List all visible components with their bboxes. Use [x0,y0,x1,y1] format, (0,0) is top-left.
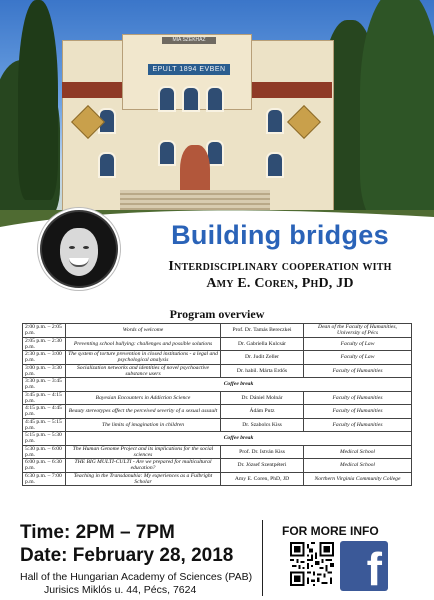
coffee-break: Coffee break [66,432,412,446]
session-topic: Beauty stereotypes affect the perceived severity of a sexual assault [66,405,221,419]
hero-photo [0,0,434,232]
facebook-icon[interactable] [340,541,388,591]
session-time: 2:30 p.m. – 3:00 p.m. [23,351,66,365]
session-time: 6:30 p.m. – 7:00 p.m. [23,472,66,486]
session-topic: Teaching in the Transdanubia: My experiences as a Fulbright Scholar [66,472,221,486]
session-faculty: Faculty of Law [304,337,412,351]
program-heading: Program overview [169,307,265,321]
session-faculty: Medical School [304,445,412,459]
table-row [23,418,412,432]
session-time: 5:15 p.m. – 5:30 p.m. [23,432,66,446]
session-faculty: Faculty of Law [304,351,412,365]
session-time: 2:05 p.m. – 2:30 p.m. [23,337,66,351]
table-row-break [23,378,412,392]
table-row [23,364,412,378]
building-sign: EPULT 1894 EVBEN [148,64,230,75]
venue-name: Hall of the Hungarian Academy of Sciences (PAB) [20,571,253,583]
subtitle-line-2: Amy E. Coren, PhD, JD [206,276,354,291]
session-topic: Preventing school bullying: challenges and possible solutions [66,337,221,351]
event-date: Date: February 28, 2018 [20,545,234,566]
table-row [23,324,412,338]
session-time: 4:45 p.m. – 5:15 p.m. [23,418,66,432]
session-speaker: Dr. Dániel Molnár [221,391,304,405]
program-table [22,323,412,486]
more-info-label: FOR MORE INFO [282,524,379,538]
session-time: 4:15 p.m. – 4:45 p.m. [23,405,66,419]
venue-address: Jurisics Miklós u. 44, Pécs, 7624 [44,584,197,596]
session-faculty: Faculty of Humanities [304,364,412,378]
session-speaker: Prof. Dr. Tamás Bereczkei [221,324,304,338]
session-time: 6:00 p.m. – 6:30 p.m. [23,459,66,473]
subtitle-line-1: Interdisciplinary cooperation with [168,259,392,274]
table-row [23,472,412,486]
event-title: Building bridges [171,220,389,250]
session-faculty: Faculty of Humanities [304,405,412,419]
session-topic: Bayesian Encounters in Addiction Science [66,391,221,405]
table-row [23,351,412,365]
session-faculty: Medical School [304,459,412,473]
session-time: 3:45 p.m. – 4:15 p.m. [23,391,66,405]
session-faculty: Faculty of Humanities [304,391,412,405]
session-speaker: Prof. Dr. István Kiss [221,445,304,459]
session-topic: The Human Genome Project and its implications for the social sciences [66,445,221,459]
session-topic: THE BIG MULTI-CULTI - Are we prepared for multicultural education? [66,459,221,473]
speaker-portrait [38,208,120,290]
footer-divider [262,520,263,596]
event-time: Time: 2PM – 7PM [20,522,175,543]
session-time: 5:30 p.m. – 6:00 p.m. [23,445,66,459]
session-faculty: Northern Virginia Community College [304,472,412,486]
table-row [23,459,412,473]
session-speaker: Amy E. Coren, PhD, JD [221,472,304,486]
session-topic: The system of torture prevention in closed institutions - a legal and psychological analysis [66,351,221,365]
session-speaker: Dr. Gabriella Kulcsár [221,337,304,351]
session-speaker: Ádám Putz [221,405,304,419]
session-faculty: Faculty of Humanities [304,418,412,432]
session-faculty: Dean of the Faculty of Humanities, University of Pécs [304,324,412,338]
table-row [23,391,412,405]
facebook-letter: f [366,543,382,591]
qr-code-icon[interactable] [290,542,334,586]
table-row [23,405,412,419]
session-speaker: Dr. Szabolcs Kiss [221,418,304,432]
session-time: 3:30 p.m. – 3:45 p.m. [23,378,66,392]
table-row-break [23,432,412,446]
session-topic: Words of welcome [66,324,221,338]
session-speaker: Dr. József Szentpéteri [221,459,304,473]
session-time: 2:00 p.m. – 2:05 p.m. [23,324,66,338]
session-time: 3:00 p.m. – 3:30 p.m. [23,364,66,378]
session-speaker: Dr. Judit Zeller [221,351,304,365]
table-row [23,337,412,351]
building-sign-small: MIA SZEKHAZ [162,37,216,44]
session-speaker: Dr. habil. Márta Erdős [221,364,304,378]
session-topic: The limits of imagination in children [66,418,221,432]
session-topic: Socialization networks and identities of novel psychoactive substance users [66,364,221,378]
coffee-break: Coffee break [66,378,412,392]
table-row [23,445,412,459]
